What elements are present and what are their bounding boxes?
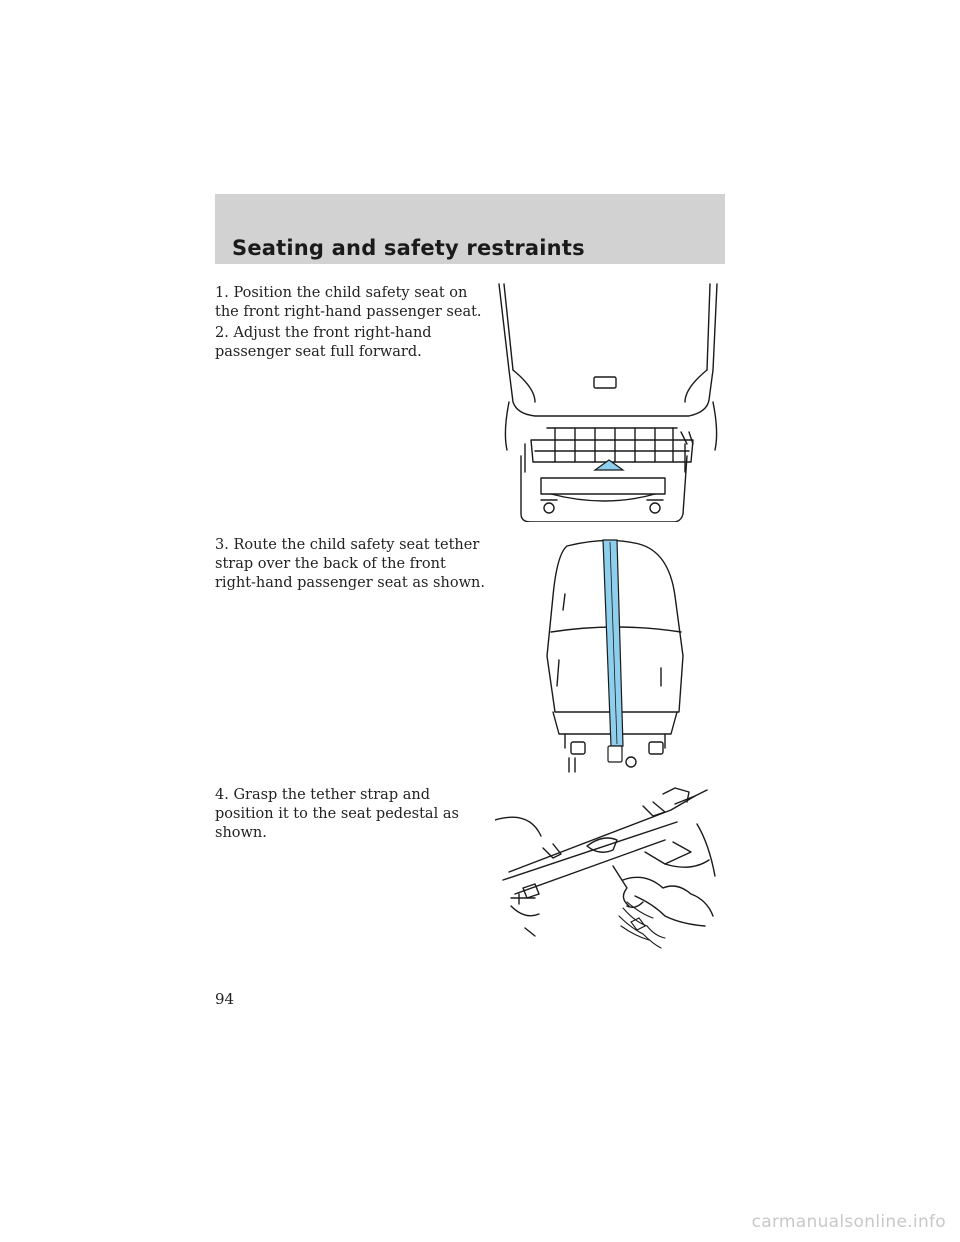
tether-pedestal-illustration [495, 776, 727, 952]
section-title: Seating and safety restraints [232, 236, 585, 260]
step-3-text: 3. Route the child safety seat tether strap over the back of the front right-hand passenger seat as shown. [215, 537, 485, 591]
watermark: carmanualsonline.info [751, 1212, 946, 1232]
step-4-text: 4. Grasp the tether strap and position it to the seat pedestal as shown. [215, 787, 459, 841]
page-number: 94 [215, 990, 235, 1008]
step-2-text: 2. Adjust the front right-hand passenger seat full forward. [215, 325, 432, 360]
seat-back-tether-illustration [535, 536, 695, 774]
step-1-text: 1. Position the child safety seat on the front right-hand passenger seat. [215, 285, 482, 320]
seat-forward-illustration [495, 282, 727, 522]
